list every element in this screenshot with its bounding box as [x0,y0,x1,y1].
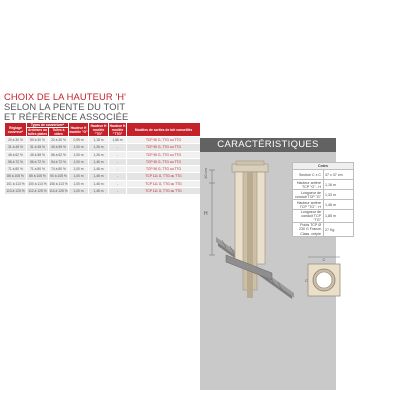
table-cell: 20 à 30 % [5,137,27,144]
spec-label: Hauteur arrière TCP "G" : H [293,180,324,190]
table-row [5,144,201,151]
table-cell: - [109,151,127,158]
table-cell: 100 à 113 % [28,181,47,186]
table-cell: TCP 90 G, TTG ou TTG [127,144,201,151]
table-row [5,151,201,158]
table-cell: 31 à 45 % [27,144,49,151]
table-cell: 101 à 113 % [6,181,25,186]
spec-value: 37 x 37 cm [323,170,354,180]
spec-row [293,223,354,237]
table-row [5,158,201,165]
table-cell: 1,46 m [89,188,109,195]
table-cell: - [109,166,127,173]
table-row [5,180,201,187]
table-cell: 1,00 m [69,166,89,173]
spec-value: 1,33 m [323,190,354,200]
spec-cotes-header: Cotes [293,163,354,170]
table-cell: 71 à 80 % [5,166,27,173]
table-cell: 1,18 m [89,137,109,144]
title-line-3: ET RÉFÉRENCE ASSOCIÉE [4,111,129,122]
plan-c-side: C [305,278,308,283]
table-cell: 1,46 m [89,158,109,165]
header-ardoise: Ardoises ou tuiles plates [27,128,48,136]
characteristics-table [292,162,354,237]
table-row [5,166,201,173]
spec-label: Section C x C [293,170,324,180]
table-cell: 1,00 m [69,158,89,165]
spec-label: Poids TCP Ø 230 G France Class. crépie [293,223,324,237]
table-cell: 112 à 125 % [28,189,47,194]
title-line-1: CHOIX DE LA HAUTEUR 'H' [4,91,127,102]
table-cell: TCP 90 G, TTG ou TTG [127,151,201,158]
chimney-drawing [200,155,296,305]
table-cell: 54 à 72 % [49,158,69,165]
spec-value: 27 Kg [323,223,354,237]
dim-h-label: H [204,211,208,217]
spec-value: 1,85 m [323,210,354,223]
table-cell: - [109,173,127,180]
table-cell: 56 à 72 % [5,158,27,165]
table-cell: 1,46 m [89,173,109,180]
plan-c-top: C [322,257,326,262]
height-selection-table [4,122,201,195]
table-row [5,137,201,144]
table-cell: 1,00 m [69,180,89,187]
table-cell: 85 à 105 % [5,173,27,180]
table-cell: TCP 90 G, TTG ou TTG [127,166,201,173]
table-cell: 31 à 45 % [5,144,27,151]
table-cell: 71 à 80 % [27,166,49,173]
spec-row [293,210,354,223]
table-cell: 1,46 m [89,180,109,187]
table-cell: TCP 90 G, TTG ou TTG [127,158,201,165]
header-canal: Tuiles à côtes [49,128,69,137]
table-cell: 74 à 80 % [49,166,69,173]
table-cell: 90 à 105 % [50,174,67,179]
table-cell: 1,00 m [69,144,89,151]
spec-label: Longueur de conduit TCP "G" [293,190,324,200]
spec-row [293,180,354,190]
section-plan-drawing [304,255,344,307]
header-types: Types de couverture* [27,123,69,128]
header-h-g: Hauteur H modèle "G" [69,123,89,137]
table-cell: 45 à 62 % [5,151,27,158]
header-pente: Réglage couvreur* [5,123,27,137]
table-row [5,173,201,180]
title-line-2: SELON LA PENTE DU TOIT [4,101,126,112]
table-cell: - [109,180,127,187]
table-row [5,188,201,195]
header-h-ttg: Hauteur H modèle "TTG" [109,123,126,136]
table-cell: 45 à 58 % [27,151,49,158]
table-cell: 20 à 30 % [49,137,69,144]
table-cell: TCP 111 G, TTG ou TTG [127,173,201,180]
header-h-tg: Hauteur H modèle "TG" [89,123,109,137]
table-cell: TCP 111 G, TTG ou TTG [127,180,201,187]
table-cell: 106 à 113 % [49,181,68,186]
table-cell: - [109,144,127,151]
table-cell: 50 à 30 % [27,137,49,144]
table-cell: 1,00 m [69,151,89,158]
dim-top-label: 10 cm [203,168,208,179]
spec-label: Longueur de conduit TCP "TG" [293,210,324,223]
table-cell: 40 à 55 % [49,144,69,151]
header-modeles: Modèles de sorties de toit conseillés [127,123,201,137]
table-cell: 1,66 m [109,137,127,144]
table-cell: 1,46 m [89,166,109,173]
table-cell: TCP 111 G, TTG ou TTG [127,188,201,195]
table-cell: 56 à 72 % [27,158,49,165]
table-cell: 56 à 62 % [49,151,69,158]
characteristics-heading: CARACTÉRISTIQUES [200,138,336,152]
table-cell: 1,00 m [69,188,89,195]
table-cell: 85 à 105 % [27,173,49,180]
spec-row [293,170,354,180]
table-cell: 0,99 m [69,137,89,144]
table-cell: 1,26 m [89,151,109,158]
spec-value: 1,16 m [323,180,354,190]
section-title [4,92,204,122]
spec-row [293,190,354,200]
table-cell: - [109,158,127,165]
spec-row [293,200,354,210]
spec-value: 1,46 m [323,200,354,210]
table-cell: 1,00 m [69,173,89,180]
table-cell: 114 à 125 % [49,189,68,194]
spec-label: Hauteur arrière TCP "TG" : H [293,200,324,210]
table-cell: TCP 90 G, TTG ou TTG [127,137,201,144]
table-cell: 113 à 125 % [6,189,25,194]
table-cell: 1,26 m [89,144,109,151]
table-cell: - [109,188,127,195]
